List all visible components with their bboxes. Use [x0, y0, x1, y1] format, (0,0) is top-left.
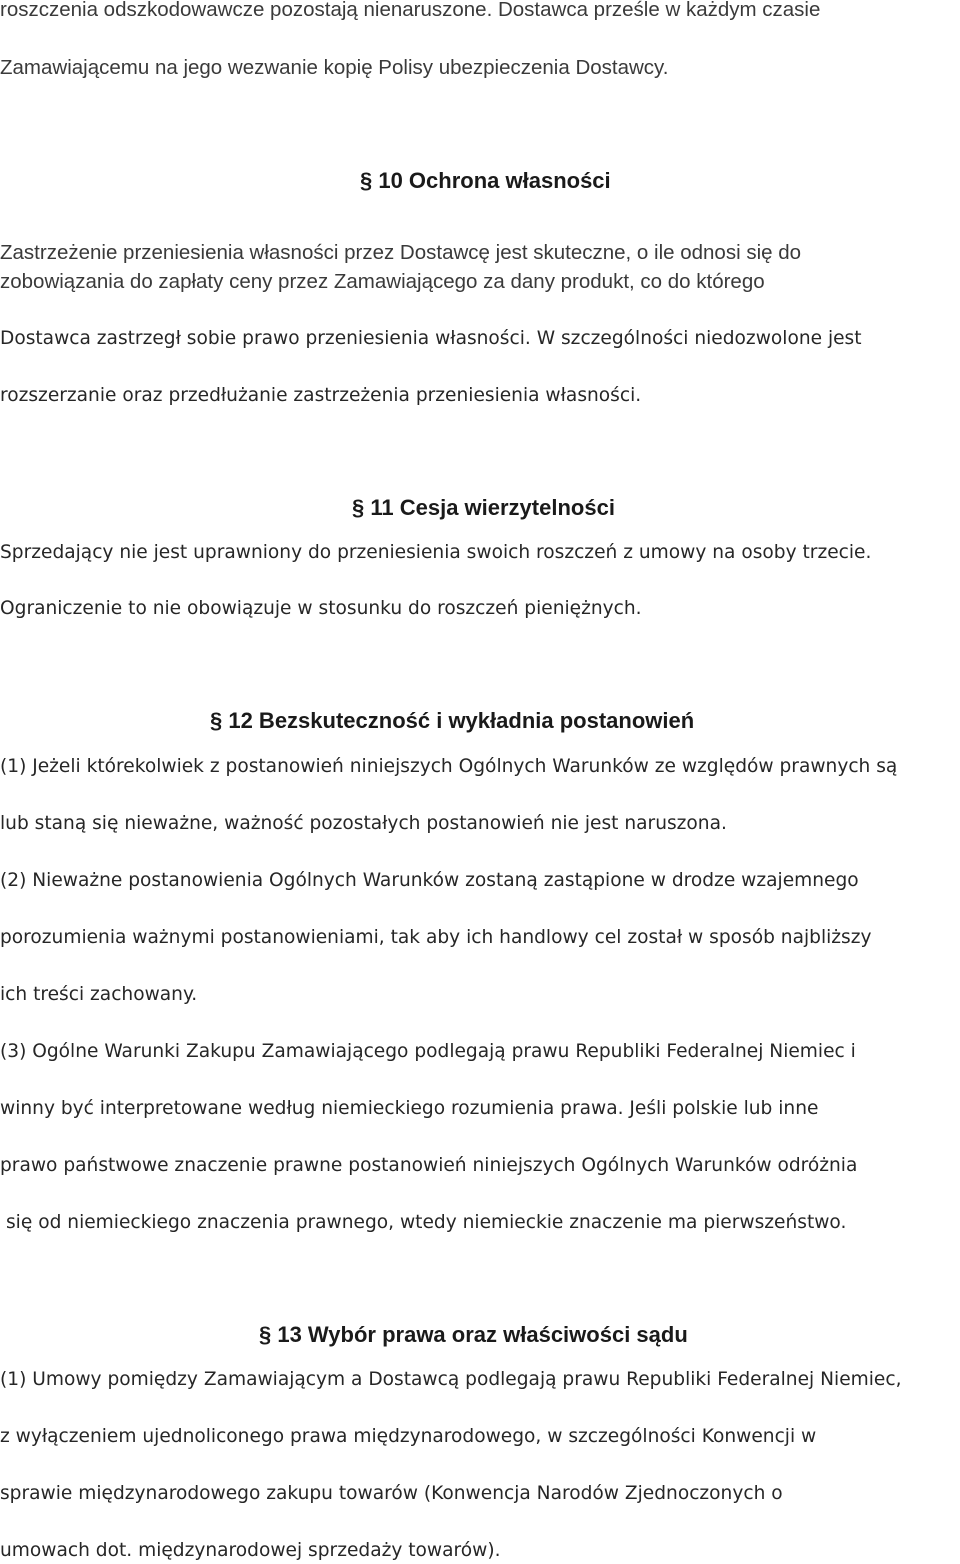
- paragraph-line: winny być interpretowane według niemieckiego rozumienia prawa. Jeśli polskie lub inne: [0, 1098, 819, 1119]
- paragraph-line: sprawie międzynarodowego zakupu towarów (Konwencja Narodów Zjednoczonych o: [0, 1483, 783, 1504]
- paragraph-line: (1) Umowy pomiędzy Zamawiającym a Dostawcą podlegają prawu Republiki Federalnej Niemiec,: [0, 1369, 902, 1390]
- paragraph-line: zobowiązania do zapłaty ceny przez Zamawiającego za dany produkt, co do którego: [0, 270, 765, 293]
- paragraph-line: Zamawiającemu na jego wezwanie kopię Polisy ubezpieczenia Dostawcy.: [0, 56, 669, 79]
- section-10-heading: § 10 Ochrona własności: [360, 168, 611, 193]
- paragraph-line: lub staną się nieważne, ważność pozostałych postanowień nie jest naruszona.: [0, 813, 727, 834]
- paragraph-line: umowach dot. międzynarodowej sprzedaży towarów).: [0, 1540, 501, 1561]
- paragraph-line: się od niemieckiego znaczenia prawnego, wtedy niemieckie znaczenie ma pierwszeństwo.: [6, 1212, 847, 1233]
- paragraph-line: rozszerzanie oraz przedłużanie zastrzeżenia przeniesienia własności.: [0, 385, 642, 406]
- paragraph-line: Dostawca zastrzegł sobie prawo przeniesienia własności. W szczególności niedozwolone jest: [0, 328, 862, 349]
- paragraph-line: (3) Ogólne Warunki Zakupu Zamawiającego podlegają prawu Republiki Federalnej Niemiec i: [0, 1041, 856, 1062]
- paragraph-line: Zastrzeżenie przeniesienia własności przez Dostawcę jest skuteczne, o ile odnosi się do: [0, 241, 802, 264]
- paragraph-line: prawo państwowe znaczenie prawne postanowień niniejszych Ogólnych Warunków odróżnia: [0, 1155, 858, 1176]
- section-13-heading: § 13 Wybór prawa oraz właściwości sądu: [259, 1322, 688, 1347]
- section-11-heading: § 11 Cesja wierzytelności: [352, 495, 615, 520]
- paragraph-line: (2) Nieważne postanowienia Ogólnych Warunków zostaną zastąpione w drodze wzajemnego: [0, 870, 859, 891]
- paragraph-line: roszczenia odszkodowawcze pozostają nienaruszone. Dostawca prześle w każdym czasie: [0, 0, 821, 21]
- paragraph-line: porozumienia ważnymi postanowieniami, tak aby ich handlowy cel został w sposób najbliższy: [0, 927, 872, 948]
- paragraph-line: Sprzedający nie jest uprawniony do przeniesienia swoich roszczeń z umowy na osoby trzecie.: [0, 542, 872, 563]
- paragraph-line: ich treści zachowany.: [0, 984, 198, 1005]
- paragraph-line: z wyłączeniem ujednoliconego prawa międzynarodowego, w szczególności Konwencji w: [0, 1426, 817, 1447]
- paragraph-line: Ograniczenie to nie obowiązuje w stosunku do roszczeń pieniężnych.: [0, 598, 642, 619]
- paragraph-line: (1) Jeżeli którekolwiek z postanowień niniejszych Ogólnych Warunków ze względów prawnych są: [0, 756, 898, 777]
- section-12-heading: § 12 Bezskuteczność i wykładnia postanowień: [210, 708, 695, 733]
